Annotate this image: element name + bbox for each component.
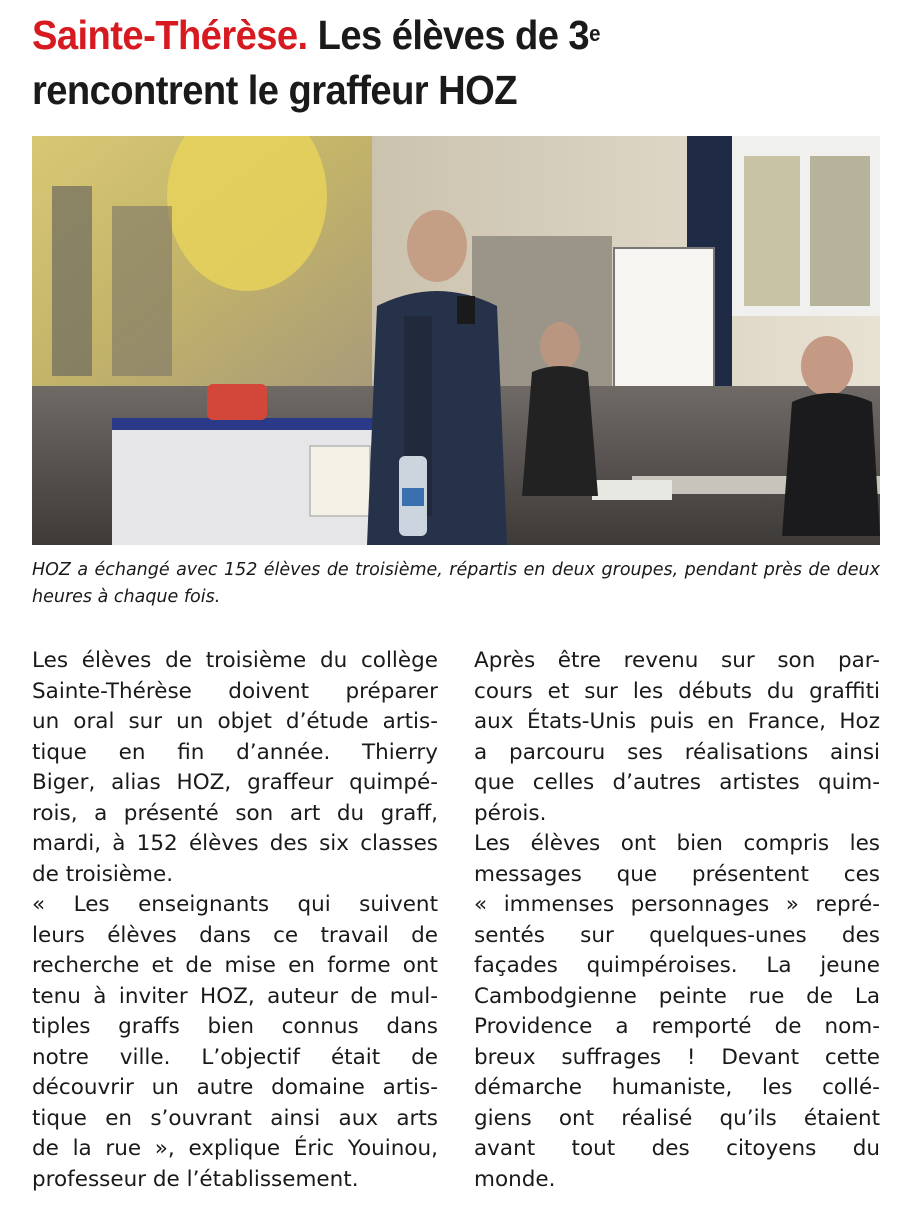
body-line: de la rue », explique Éric Youinou,: [32, 1136, 438, 1161]
body-line: « Les enseignants qui suivent: [32, 892, 438, 917]
headline-location: Sainte-Thérèse.: [32, 12, 308, 58]
body-line: découvrir un autre domaine artis-: [32, 1075, 438, 1100]
body-line: recherche et de mise en forme ont: [32, 953, 438, 978]
photo-caption: HOZ a échangé avec 152 élèves de troisième, répartis en deux groupes, pendant près de deux heures à chaque fois.: [32, 560, 880, 607]
body-line: a parcouru ses réalisations ainsi: [474, 739, 880, 765]
headline: [32, 8, 832, 118]
body-line: notre ville. L’objectif était de: [32, 1044, 438, 1070]
body-line: Après être revenu sur son par-: [474, 648, 880, 673]
headline-title-part2: rencontrent le graffeur HOZ: [32, 67, 517, 113]
body-line: sentés sur quelques-unes des: [474, 922, 880, 948]
body-line: mardi, à 152 élèves des six classes: [32, 831, 438, 856]
photo-classroom-illustration: [32, 136, 880, 545]
body-line: que celles d’autres artistes quim-: [474, 770, 880, 795]
article-photo: [32, 136, 880, 545]
body-line: giens ont réalisé qu’ils étaient: [474, 1105, 880, 1131]
body-line: professeur de l’établissement.: [32, 1166, 359, 1192]
body-line: cours et sur les débuts du graffiti: [474, 678, 880, 704]
body-line: Les élèves ont bien compris les: [474, 831, 880, 856]
body-line: Biger, alias HOZ, graffeur quimpé-: [32, 770, 438, 795]
headline-title-part1: Les élèves de 3: [317, 12, 590, 58]
body-line: Cambodgienne peinte rue de La: [474, 983, 880, 1009]
headline-title-superscript: e: [589, 21, 600, 46]
body-line: messages que présentent ces: [474, 861, 880, 887]
body-line: Les élèves de troisième du collège: [32, 648, 438, 673]
body-line: Sainte-Thérèse doivent préparer: [32, 678, 438, 704]
body-line: de troisième.: [32, 861, 174, 887]
body-line: breux suffrages ! Devant cette: [474, 1044, 880, 1070]
body-line: tenu à inviter HOZ, auteur de mul-: [32, 983, 438, 1009]
body-line: un oral sur un objet d’étude artis-: [32, 709, 438, 734]
body-column-right: [474, 646, 880, 1195]
body-line: Providence a remporté de nom-: [474, 1014, 880, 1039]
body-column-left: [32, 646, 438, 1195]
body-line: monde.: [474, 1166, 556, 1192]
body-line: tique en fin d’année. Thierry: [32, 739, 438, 765]
body-line: « immenses personnages » repré-: [474, 892, 880, 917]
body-line: avant tout des citoyens du: [474, 1136, 880, 1161]
body-line: tiples graffs bien connus dans: [32, 1014, 438, 1039]
body-line: pérois.: [474, 800, 547, 826]
body-line: façades quimpéroises. La jeune: [474, 953, 880, 978]
body-line: rois, a présenté son art du graff,: [32, 800, 438, 826]
body-line: tique en s’ouvrant ainsi aux arts: [32, 1105, 438, 1131]
body-line: leurs élèves dans ce travail de: [32, 922, 438, 948]
body-line: aux États-Unis puis en France, Hoz: [474, 709, 880, 734]
body-line: démarche humaniste, les collé-: [474, 1075, 880, 1100]
